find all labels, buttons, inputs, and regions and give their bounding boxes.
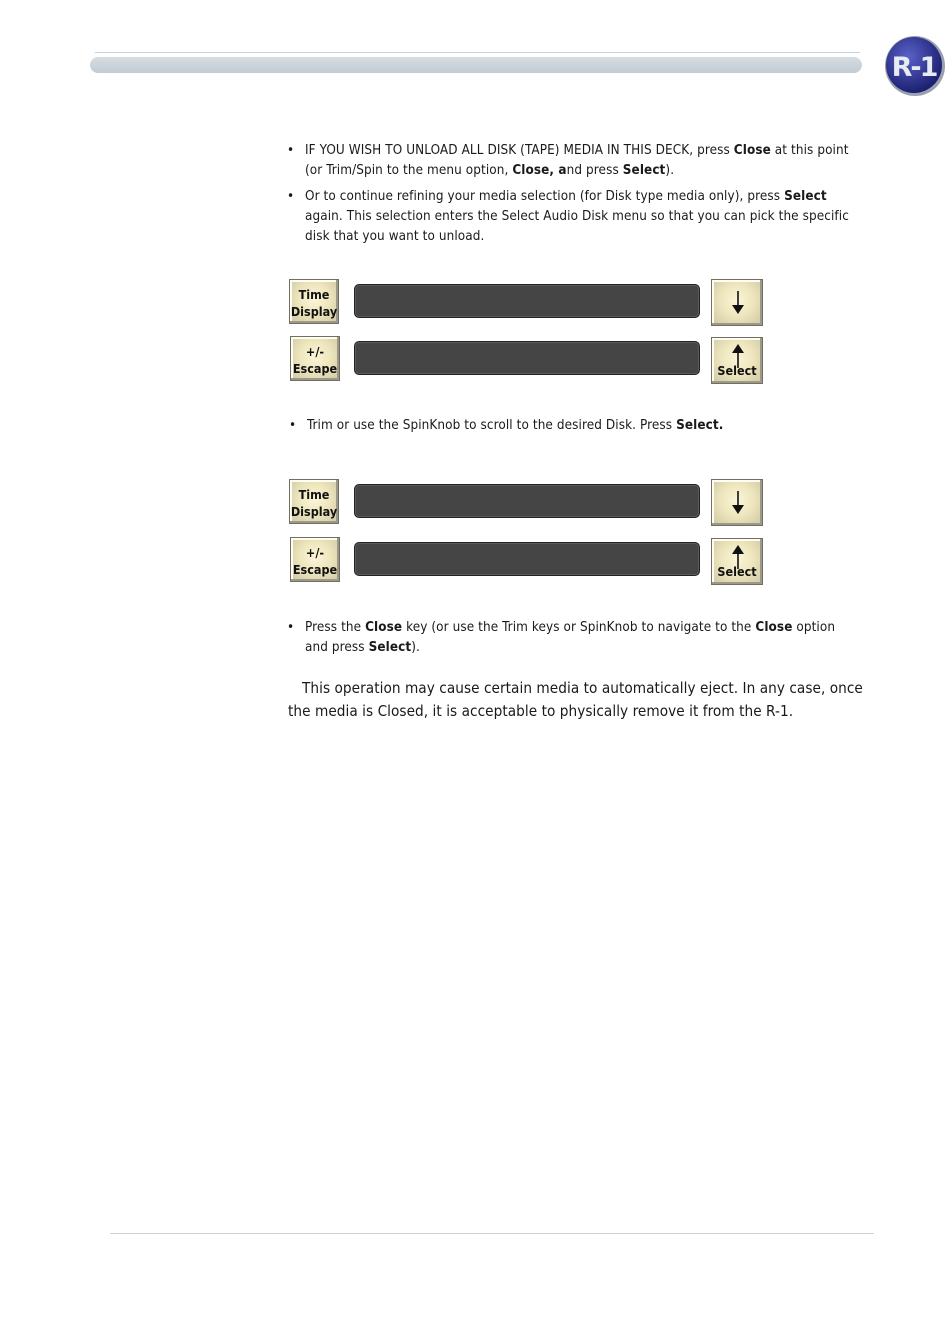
escape-button[interactable]: +/- Escape	[290, 537, 340, 582]
list-item: • Or to continue refining your media selection (for Disk type media only), press Select again. This selection enters the Select Audio Disk menu so that you can pick the specific disk that you want to unload.	[287, 189, 849, 244]
arrow-down-icon	[729, 289, 747, 317]
bold-text: Select	[784, 189, 827, 204]
control-panel-2	[289, 479, 767, 589]
mid-instruction	[289, 416, 859, 442]
select-button[interactable]: Select	[711, 538, 763, 585]
closing-paragraph: This operation may cause certain media to automatically eject. In any case, once the media is Closed, it is acceptable to physically remove it from the R-1.	[288, 679, 863, 720]
select-button[interactable]: Select	[711, 337, 763, 384]
r1-logo	[884, 35, 946, 97]
bold-text: Close	[365, 620, 403, 635]
body-text: ).	[411, 640, 420, 655]
down-arrow-button[interactable]	[711, 279, 763, 326]
body-text: again. This selection enters the Select Audio Disk menu so that you can pick the specific disk that you want to unload.	[305, 209, 849, 244]
escape-button[interactable]: +/- Escape	[290, 336, 340, 381]
bold-text: Select	[368, 640, 412, 655]
body-text: nd press	[566, 163, 623, 178]
body-text: Press the	[305, 620, 366, 635]
body-text: option and press	[305, 620, 836, 655]
arrow-down-icon	[729, 489, 747, 517]
list-item: • IF YOU WISH TO UNLOAD ALL DISK (TAPE) MEDIA IN THIS DECK, press Close at this point (or Trim/Spin to the menu option, Close, and press Select).	[287, 143, 849, 178]
time-display-button[interactable]: Time Display	[289, 279, 339, 324]
lcd-line-2	[354, 542, 700, 576]
bottom-instruction	[287, 618, 857, 664]
body-text: key (or use the Trim keys or SpinKnob to navigate to the	[402, 620, 756, 635]
bold-text: Select.	[676, 418, 724, 433]
top-instructions	[287, 141, 857, 253]
svg-text:R-1: R-1	[891, 52, 937, 83]
body-text: ).	[665, 163, 675, 178]
bold-text: Close, a	[512, 163, 567, 178]
header-bar	[90, 57, 862, 73]
down-arrow-button[interactable]	[711, 479, 763, 526]
bold-text: Close	[733, 143, 771, 158]
time-display-button[interactable]: Time Display	[289, 479, 339, 524]
list-item: • Press the Close key (or use the Trim keys or SpinKnob to navigate to the Close option and press Select).	[287, 620, 836, 655]
list-item: • Trim or use the SpinKnob to scroll to the desired Disk. Press Select.	[289, 418, 724, 433]
lcd-line-1	[354, 484, 700, 518]
bold-text: Close	[755, 620, 793, 635]
body-text: Trim or use the SpinKnob to scroll to the desired Disk. Press	[307, 418, 677, 433]
body-text: at this point (or Trim/Spin to the menu option,	[305, 143, 849, 178]
bold-text: Select	[622, 163, 666, 178]
control-panel-1	[289, 279, 767, 389]
header-rule	[95, 52, 860, 53]
footer-rule	[110, 1233, 874, 1234]
body-text: Or to continue refining your media selection (for Disk type media only), press	[305, 189, 785, 204]
lcd-line-1	[354, 284, 700, 318]
lcd-line-2	[354, 341, 700, 375]
body-text: IF YOU WISH TO UNLOAD ALL DISK (TAPE) MEDIA IN THIS DECK, press	[305, 143, 734, 158]
